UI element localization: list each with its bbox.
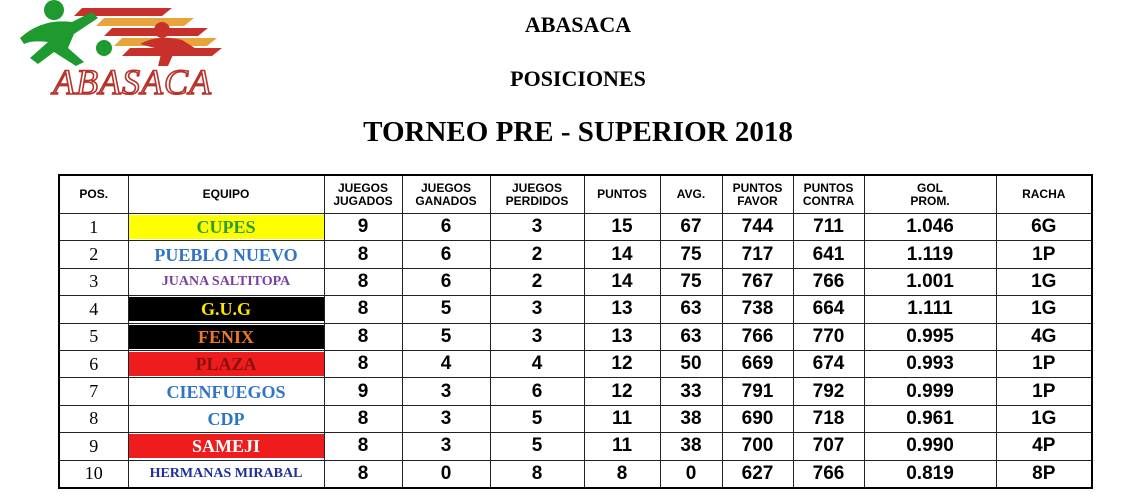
standings-table xyxy=(58,174,1093,489)
team-cell xyxy=(128,241,324,268)
goal-avg: 0.999 xyxy=(864,378,996,405)
table-row xyxy=(59,241,1092,268)
streak: 6G xyxy=(996,214,1092,241)
team-cell xyxy=(128,323,324,350)
goal-avg: 0.990 xyxy=(864,433,996,460)
games-won: 6 xyxy=(402,268,490,295)
page-subtitle: POSICIONES xyxy=(510,66,646,91)
points-against: 711 xyxy=(793,214,864,241)
points: 12 xyxy=(584,378,660,405)
org-title: ABASACA xyxy=(524,12,632,37)
col-header-games-played: JUEGOS JUGADOS xyxy=(324,175,402,214)
team-cell xyxy=(128,268,324,295)
row-pos: 5 xyxy=(59,323,128,350)
games-lost: 3 xyxy=(490,214,584,241)
table-header-row xyxy=(59,175,1092,214)
goal-avg: 1.111 xyxy=(864,296,996,323)
points-against: 766 xyxy=(793,460,864,488)
games-played: 8 xyxy=(324,350,402,377)
logo-wordmark: ABASACA xyxy=(53,62,212,102)
row-pos: 10 xyxy=(59,460,128,488)
table-row xyxy=(59,350,1092,377)
games-played: 8 xyxy=(324,296,402,323)
col-header-points: PUNTOS xyxy=(584,175,660,214)
row-pos: 8 xyxy=(59,405,128,432)
streak: 1P xyxy=(996,350,1092,377)
streak: 1P xyxy=(996,241,1092,268)
row-pos: 7 xyxy=(59,378,128,405)
team-name: SAMEJI xyxy=(129,434,324,458)
avg: 33 xyxy=(660,378,722,405)
goal-avg: 1.119 xyxy=(864,241,996,268)
points-against: 792 xyxy=(793,378,864,405)
points-against: 718 xyxy=(793,405,864,432)
points-for: 627 xyxy=(722,460,793,488)
points-for: 766 xyxy=(722,323,793,350)
team-cell xyxy=(128,433,324,460)
points-for: 791 xyxy=(722,378,793,405)
points: 11 xyxy=(584,433,660,460)
table-row xyxy=(59,296,1092,323)
tournament-title: TORNEO PRE - SUPERIOR 2018 xyxy=(363,116,793,148)
games-won: 5 xyxy=(402,323,490,350)
points-against: 770 xyxy=(793,323,864,350)
points-against: 674 xyxy=(793,350,864,377)
row-pos: 6 xyxy=(59,350,128,377)
goal-avg: 0.993 xyxy=(864,350,996,377)
points-for: 717 xyxy=(722,241,793,268)
games-won: 5 xyxy=(402,296,490,323)
games-won: 3 xyxy=(402,378,490,405)
games-played: 8 xyxy=(324,268,402,295)
team-cell xyxy=(128,296,324,323)
games-won: 6 xyxy=(402,241,490,268)
games-played: 8 xyxy=(324,433,402,460)
goal-avg: 0.995 xyxy=(864,323,996,350)
team-name: FENIX xyxy=(129,325,324,349)
games-played: 9 xyxy=(324,214,402,241)
table-row xyxy=(59,268,1092,295)
col-header-goal-avg: GOL PROM. xyxy=(864,175,996,214)
points-for: 744 xyxy=(722,214,793,241)
streak: 4G xyxy=(996,323,1092,350)
team-name: PLAZA xyxy=(129,352,324,376)
games-won: 6 xyxy=(402,214,490,241)
col-header-streak: RACHA xyxy=(996,175,1092,214)
points-against: 664 xyxy=(793,296,864,323)
table-row xyxy=(59,323,1092,350)
table-row xyxy=(59,214,1092,241)
points-for: 738 xyxy=(722,296,793,323)
points: 12 xyxy=(584,350,660,377)
games-played: 9 xyxy=(324,378,402,405)
games-played: 8 xyxy=(324,323,402,350)
team-cell xyxy=(128,405,324,432)
games-lost: 3 xyxy=(490,296,584,323)
team-name: CDP xyxy=(129,407,324,431)
points: 11 xyxy=(584,405,660,432)
streak: 4P xyxy=(996,433,1092,460)
goal-avg: 1.001 xyxy=(864,268,996,295)
team-name: G.U.G xyxy=(129,297,324,321)
table-row xyxy=(59,378,1092,405)
row-pos: 1 xyxy=(59,214,128,241)
games-lost: 8 xyxy=(490,460,584,488)
row-pos: 2 xyxy=(59,241,128,268)
games-won: 3 xyxy=(402,405,490,432)
avg: 63 xyxy=(660,296,722,323)
team-cell xyxy=(128,378,324,405)
avg: 0 xyxy=(660,460,722,488)
points-for: 669 xyxy=(722,350,793,377)
team-name: JUANA SALTITOPA xyxy=(129,270,324,294)
streak: 8P xyxy=(996,460,1092,488)
col-header-points-against: PUNTOS CONTRA xyxy=(793,175,864,214)
games-lost: 5 xyxy=(490,405,584,432)
team-cell xyxy=(128,460,324,488)
avg: 75 xyxy=(660,268,722,295)
row-pos: 9 xyxy=(59,433,128,460)
points-against: 641 xyxy=(793,241,864,268)
goal-avg: 0.961 xyxy=(864,405,996,432)
games-lost: 2 xyxy=(490,241,584,268)
points: 14 xyxy=(584,268,660,295)
points-against: 707 xyxy=(793,433,864,460)
games-lost: 6 xyxy=(490,378,584,405)
col-header-games-won: JUEGOS GANADOS xyxy=(402,175,490,214)
games-lost: 3 xyxy=(490,323,584,350)
goal-avg: 0.819 xyxy=(864,460,996,488)
col-header-points-for: PUNTOS FAVOR xyxy=(722,175,793,214)
games-won: 3 xyxy=(402,433,490,460)
avg: 63 xyxy=(660,323,722,350)
avg: 50 xyxy=(660,350,722,377)
col-header-pos: POS. xyxy=(59,175,128,214)
team-name: CIENFUEGOS xyxy=(129,380,324,404)
points-for: 690 xyxy=(722,405,793,432)
table-row xyxy=(59,460,1092,488)
table-row xyxy=(59,433,1092,460)
games-won: 4 xyxy=(402,350,490,377)
points: 13 xyxy=(584,296,660,323)
col-header-avg: AVG. xyxy=(660,175,722,214)
col-header-team: EQUIPO xyxy=(128,175,324,214)
games-lost: 5 xyxy=(490,433,584,460)
avg: 38 xyxy=(660,405,722,432)
col-header-games-lost: JUEGOS PERDIDOS xyxy=(490,175,584,214)
points: 14 xyxy=(584,241,660,268)
team-cell xyxy=(128,214,324,241)
games-lost: 4 xyxy=(490,350,584,377)
goal-avg: 1.046 xyxy=(864,214,996,241)
row-pos: 4 xyxy=(59,296,128,323)
row-pos: 3 xyxy=(59,268,128,295)
table-row xyxy=(59,405,1092,432)
avg: 75 xyxy=(660,241,722,268)
team-name: HERMANAS MIRABAL xyxy=(129,462,324,486)
games-won: 0 xyxy=(402,460,490,488)
points-for: 767 xyxy=(722,268,793,295)
team-cell xyxy=(128,350,324,377)
games-played: 8 xyxy=(324,405,402,432)
avg: 38 xyxy=(660,433,722,460)
team-name: PUEBLO NUEVO xyxy=(129,243,324,267)
streak: 1G xyxy=(996,405,1092,432)
points: 8 xyxy=(584,460,660,488)
games-lost: 2 xyxy=(490,268,584,295)
points-against: 766 xyxy=(793,268,864,295)
streak: 1G xyxy=(996,268,1092,295)
avg: 67 xyxy=(660,214,722,241)
streak: 1P xyxy=(996,378,1092,405)
points: 13 xyxy=(584,323,660,350)
games-played: 8 xyxy=(324,460,402,488)
points-for: 700 xyxy=(722,433,793,460)
streak: 1G xyxy=(996,296,1092,323)
team-name: CUPES xyxy=(129,215,324,239)
points: 15 xyxy=(584,214,660,241)
games-played: 8 xyxy=(324,241,402,268)
